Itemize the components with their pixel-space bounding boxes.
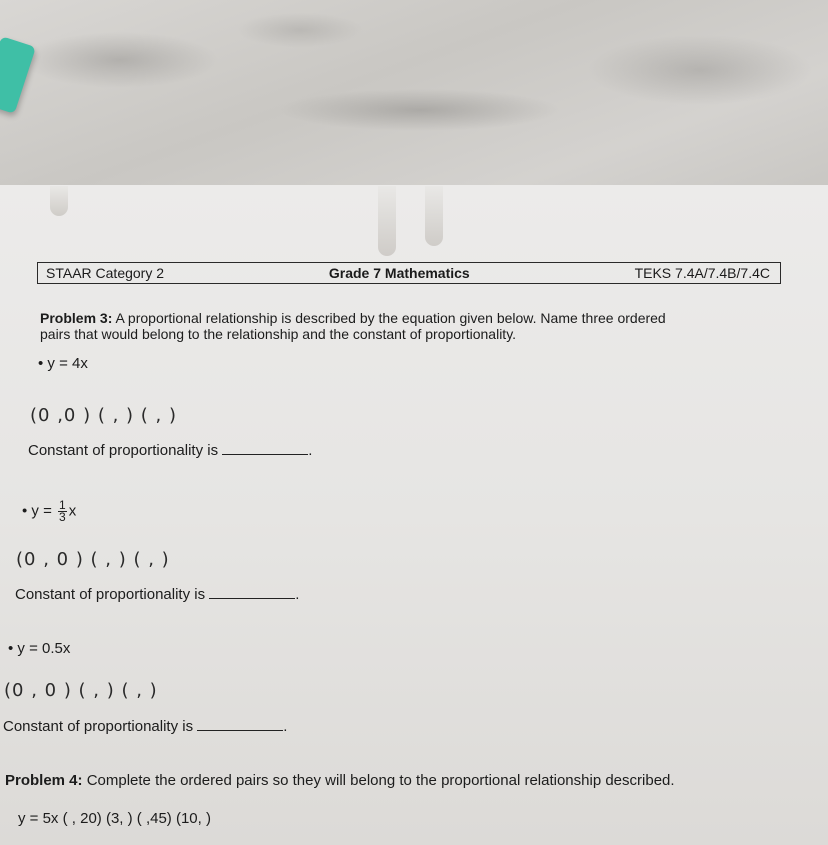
constant-label-1: Constant of proportionality is xyxy=(28,442,219,459)
paper-tear-decoration xyxy=(425,186,443,246)
header-teks: TEKS 7.4A/7.4B/7.4C xyxy=(634,265,770,281)
problem-4-partial-line: y = 5x ( , 20) (3, ) ( ,45) (10, ) xyxy=(18,810,211,827)
ordered-pairs-3[interactable]: (0 , 0 ) ( , ) ( , ) xyxy=(4,680,158,701)
worksheet-header xyxy=(37,262,781,284)
constant-line-2: Constant of proportionality is . xyxy=(15,586,300,603)
problem-3-label: Problem 3: xyxy=(40,310,113,326)
ordered-pairs-1[interactable]: (0 ,0 ) ( , ) ( , ) xyxy=(30,405,177,426)
equation-item-2: • y = $\frac{1}{3}$ x xyxy=(22,498,77,524)
constant-label-2: Constant of proportionality is xyxy=(15,586,206,603)
worksheet-paper xyxy=(0,185,828,845)
paper-tear-decoration xyxy=(50,186,68,216)
equation-1: y = 4x xyxy=(47,355,88,372)
constant-blank-1[interactable] xyxy=(222,454,308,455)
header-grade: Grade 7 Mathematics xyxy=(328,265,470,281)
fraction-one-third: $\frac{1}{3}$ xyxy=(59,498,66,524)
problem-3-prompt xyxy=(40,310,666,342)
constant-line-1: Constant of proportionality is . xyxy=(28,442,313,459)
paper-tear-decoration xyxy=(378,186,396,256)
constant-blank-2[interactable] xyxy=(209,598,295,599)
constant-line-3: Constant of proportionality is . xyxy=(3,718,288,735)
constant-label-3: Constant of proportionality is xyxy=(3,718,194,735)
problem-4-prompt xyxy=(5,772,675,789)
constant-blank-3[interactable] xyxy=(197,730,283,731)
equation-item-3: • y = 0.5x xyxy=(8,640,71,657)
equation-3: y = 0.5x xyxy=(17,640,71,657)
equation-2-suffix: x xyxy=(68,502,77,520)
header-category: STAAR Category 2 xyxy=(46,265,165,281)
ordered-pairs-2[interactable]: (0 , 0 ) ( , ) ( , ) xyxy=(16,549,170,570)
equation-2-prefix: y = xyxy=(31,502,52,520)
problem-4-text: Complete the ordered pairs so they will belong to the proportional relationship described. xyxy=(82,772,675,789)
problem-3-line2: pairs that would belong to the relationship and the constant of proportionality. xyxy=(40,326,517,342)
problem-3-line1: A proportional relationship is described by the equation given below. Name three ordered xyxy=(112,310,666,326)
problem-4-label: Problem 4: xyxy=(5,772,83,789)
equation-item-1: • y = 4x xyxy=(38,355,88,372)
